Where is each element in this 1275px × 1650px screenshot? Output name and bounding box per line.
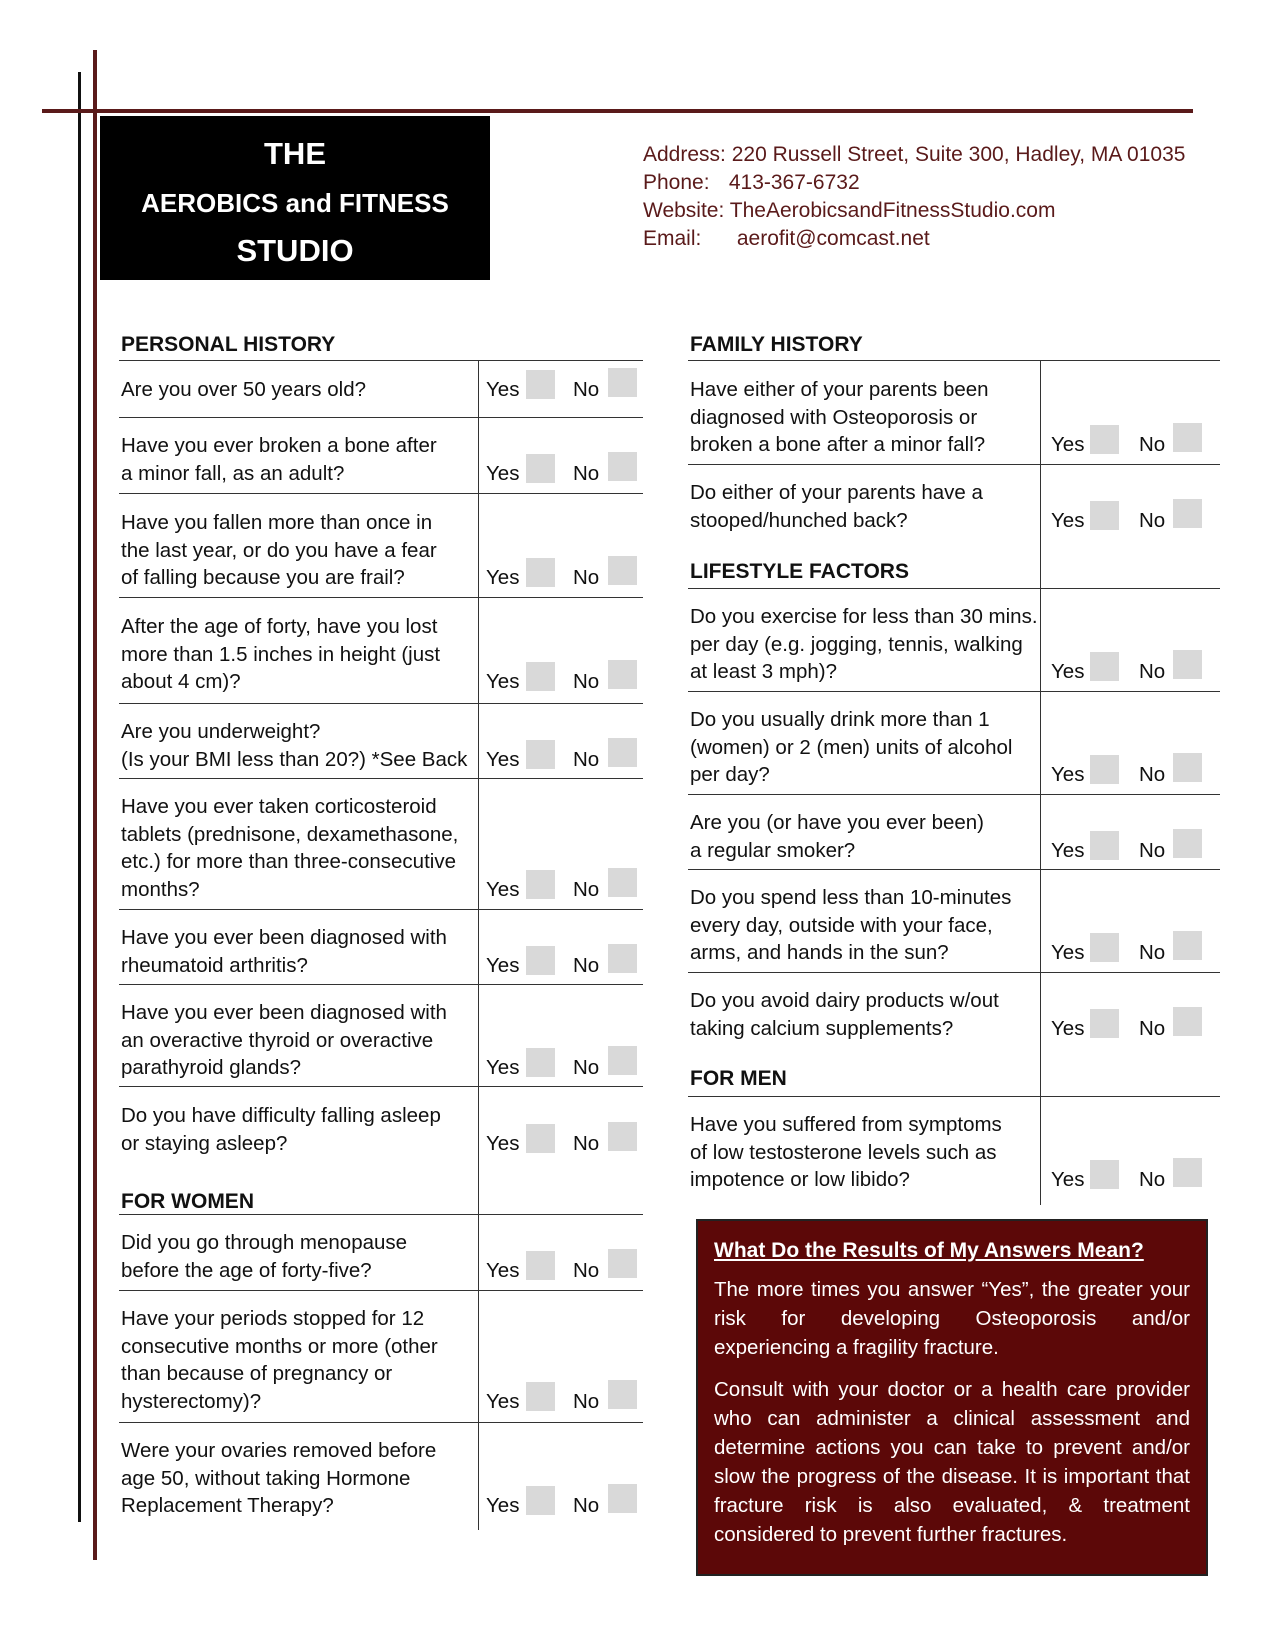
question-line: a minor fall, as an adult? [121, 461, 345, 485]
question-line: tablets (prednisone, dexamethasone, [121, 822, 459, 846]
no-label: No [573, 877, 600, 901]
contact-website [643, 197, 1185, 225]
question-line: consecutive months or more (other [121, 1334, 438, 1358]
question-text [690, 809, 984, 864]
question-text [121, 1229, 407, 1284]
no-checkbox[interactable] [1173, 650, 1202, 679]
row-divider [119, 703, 643, 704]
yes-label: Yes [486, 461, 520, 485]
yes-checkbox[interactable] [526, 662, 555, 691]
contact-value: 413-367-6732 [728, 171, 860, 194]
frame-vertical-line-dark [78, 72, 81, 1522]
contact-value: TheAerobicsandFitnessStudio.com [729, 199, 1056, 222]
yes-checkbox[interactable] [526, 1124, 555, 1153]
question-line: Do you usually drink more than 1 [690, 708, 990, 731]
question-text [690, 603, 1038, 686]
yes-checkbox[interactable] [1090, 501, 1119, 530]
contact-phone [643, 169, 1185, 197]
question-line: Are you underweight? [121, 720, 321, 743]
yes-label: Yes [1051, 1016, 1085, 1040]
question-line: Are you over 50 years old? [121, 378, 366, 401]
results-paragraph-1: The more times you answer “Yes”, the greater your risk for developing Osteoporosis and/or experiencing a fragility fracture. [714, 1278, 1190, 1359]
no-checkbox[interactable] [608, 660, 637, 689]
yes-checkbox[interactable] [526, 454, 555, 483]
yes-checkbox[interactable] [526, 1382, 555, 1411]
no-label: No [573, 378, 600, 401]
yes-label: Yes [486, 877, 520, 901]
question-text [690, 987, 999, 1042]
question-line: etc.) for more than three-consecutive [121, 850, 456, 873]
row-divider [119, 360, 643, 361]
yes-label: Yes [1051, 763, 1085, 786]
question-line: at least 3 mph)? [690, 660, 837, 683]
question-line: Have you ever been diagnosed with [121, 1001, 447, 1024]
no-checkbox[interactable] [1173, 1007, 1202, 1036]
question-line: Do you spend less than 10-minutes [690, 886, 1012, 909]
yes-label: Yes [486, 1389, 520, 1413]
question-line: (Is your BMI less than 20?) *See Back [121, 747, 468, 771]
frame-vertical-line-red [93, 50, 97, 1560]
row-divider [688, 972, 1220, 973]
question-line: than because of pregnancy or [121, 1362, 393, 1385]
yes-checkbox[interactable] [526, 870, 555, 899]
no-label: No [573, 1389, 600, 1413]
question-line: per day (e.g. jogging, tennis, walking [690, 632, 1023, 656]
yes-checkbox[interactable] [1090, 831, 1119, 860]
section-for-men: FOR MEN [690, 1067, 787, 1090]
yes-checkbox[interactable] [526, 1048, 555, 1077]
question-line: the last year, or do you have a fear [121, 538, 437, 562]
question-line: taking calcium supplements? [690, 1016, 954, 1040]
yes-checkbox[interactable] [526, 1486, 555, 1515]
frame-horizontal-line [42, 109, 1193, 113]
question-line: months? [121, 877, 200, 901]
row-divider [119, 1290, 643, 1291]
row-divider [688, 464, 1220, 465]
no-checkbox[interactable] [1173, 499, 1202, 528]
logo-line-1: THE [264, 136, 326, 171]
section-family-history: FAMILY HISTORY [690, 333, 863, 356]
yes-checkbox[interactable] [1090, 1009, 1119, 1038]
no-label: No [1139, 508, 1166, 532]
no-label: No [1139, 433, 1166, 456]
yes-label: Yes [486, 1258, 520, 1282]
question-line: per day? [690, 763, 770, 786]
studio-logo [100, 116, 490, 280]
question-text [121, 432, 437, 487]
yes-label: Yes [486, 1494, 520, 1517]
yes-label: Yes [486, 1056, 520, 1079]
question-line: Do you avoid dairy products w/out [690, 989, 999, 1012]
question-line: broken a bone after a minor fall? [690, 433, 986, 456]
yes-label: Yes [486, 670, 520, 693]
question-line: arms, and hands in the sun? [690, 941, 949, 964]
question-line: age 50, without taking Hormone [121, 1466, 411, 1490]
row-divider [688, 869, 1220, 870]
question-line: of falling because you are frail? [121, 566, 405, 589]
no-checkbox[interactable] [608, 868, 637, 897]
no-label: No [573, 953, 600, 977]
yes-label: Yes [486, 566, 520, 589]
contact-address [643, 141, 1185, 169]
contact-value: 220 Russell Street, Suite 300, Hadley, MA 01035 [731, 143, 1186, 166]
question-text [690, 884, 1011, 967]
row-divider [688, 1096, 1220, 1097]
no-checkbox[interactable] [1173, 753, 1202, 782]
yes-checkbox[interactable] [526, 1251, 555, 1280]
no-label: No [573, 747, 600, 771]
results-info-box [696, 1219, 1208, 1576]
question-line: Did you go through menopause [121, 1231, 408, 1254]
row-divider [119, 909, 643, 910]
yes-label: Yes [486, 747, 520, 771]
yes-checkbox[interactable] [526, 558, 555, 587]
yes-checkbox[interactable] [1090, 425, 1119, 454]
no-label: No [1139, 1016, 1166, 1040]
question-line: Are you (or have you ever been) [690, 811, 984, 834]
contact-value: aerofit@comcast.net [736, 227, 930, 250]
question-line: every day, outside with your face, [690, 913, 993, 937]
no-label: No [1139, 838, 1166, 862]
question-line: or staying asleep? [121, 1131, 288, 1155]
no-label: No [573, 461, 600, 485]
no-checkbox[interactable] [608, 1046, 637, 1075]
question-line: After the age of forty, have you lost [121, 615, 438, 638]
question-text [121, 793, 458, 903]
question-text [690, 706, 1012, 789]
question-line: Have you ever broken a bone after [121, 434, 437, 457]
yes-label: Yes [486, 953, 520, 977]
question-text [121, 509, 437, 592]
results-paragraph-2: Consult with your doctor or a health care provider who can administer a clinical assessment and determine actions you can take to prevent and/or slow the progress of the disease. It is important that fracture risk is also evaluated, & treatment considered to prevent further fractures. [714, 1378, 1190, 1546]
row-divider [119, 597, 643, 598]
no-checkbox[interactable] [608, 368, 637, 397]
question-text [690, 376, 989, 459]
yes-checkbox[interactable] [1090, 652, 1119, 681]
question-line: stooped/hunched back? [690, 508, 908, 532]
contact-email [643, 225, 1185, 253]
question-line: rheumatoid arthritis? [121, 953, 308, 977]
yes-label: Yes [1051, 941, 1085, 964]
no-checkbox[interactable] [608, 556, 637, 585]
no-checkbox[interactable] [1173, 1158, 1202, 1187]
contact-label: Phone: [643, 171, 710, 194]
question-line: Were your ovaries removed before [121, 1439, 437, 1462]
question-text [121, 999, 447, 1082]
section-personal-history: PERSONAL HISTORY [121, 333, 336, 356]
yes-checkbox[interactable] [526, 370, 555, 399]
contact-label: Website: [643, 199, 725, 222]
no-label: No [1139, 660, 1166, 683]
no-checkbox[interactable] [608, 1380, 637, 1409]
no-checkbox[interactable] [1173, 931, 1202, 960]
logo-line-2: AEROBICS and FITNESS [141, 188, 449, 218]
contact-label: Address: [643, 143, 726, 166]
no-label: No [573, 1494, 600, 1517]
no-checkbox[interactable] [608, 1122, 637, 1151]
no-label: No [573, 1258, 600, 1282]
no-label: No [1139, 941, 1166, 964]
no-checkbox[interactable] [608, 1249, 637, 1278]
no-label: No [573, 1131, 600, 1155]
yes-label: Yes [1051, 508, 1085, 532]
logo-line-3: STUDIO [236, 233, 354, 268]
contact-info [643, 141, 1185, 253]
section-lifestyle-factors: LIFESTYLE FACTORS [690, 560, 909, 583]
row-divider [119, 1422, 643, 1423]
question-text [690, 1111, 1002, 1194]
question-line: of low testosterone levels such as [690, 1140, 997, 1164]
yes-label: Yes [1051, 660, 1085, 683]
question-line: before the age of forty-five? [121, 1258, 372, 1282]
question-line: parathyroid glands? [121, 1056, 302, 1079]
question-line: Have you fallen more than once in [121, 511, 433, 534]
row-divider [688, 360, 1220, 361]
no-label: No [573, 1056, 600, 1079]
question-line: Have you suffered from symptoms [690, 1113, 1002, 1136]
question-line: Have either of your parents been [690, 378, 989, 401]
question-text [690, 479, 983, 534]
contact-label: Email: [643, 227, 702, 250]
no-label: No [573, 566, 600, 589]
yes-checkbox[interactable] [526, 946, 555, 975]
no-label: No [573, 670, 600, 693]
question-line: impotence or low libido? [690, 1168, 910, 1191]
question-line: Do either of your parents have a [690, 481, 983, 504]
yes-label: Yes [1051, 838, 1085, 862]
question-text [121, 1437, 436, 1520]
question-line: Have you ever taken corticosteroid [121, 795, 437, 818]
yes-checkbox[interactable] [1090, 755, 1119, 784]
question-line: Do you exercise for less than 30 mins. [690, 605, 1038, 628]
question-text [121, 1102, 441, 1157]
question-text [121, 376, 366, 404]
question-line: a regular smoker? [690, 838, 856, 862]
yes-label: Yes [1051, 1168, 1085, 1191]
no-checkbox[interactable] [608, 452, 637, 481]
yes-label: Yes [486, 1131, 520, 1155]
row-divider [688, 691, 1220, 692]
question-line: Have you ever been diagnosed with [121, 926, 447, 949]
row-divider [119, 984, 643, 985]
question-text [121, 718, 467, 773]
right-column-divider [1040, 360, 1041, 1205]
question-line: Replacement Therapy? [121, 1494, 334, 1517]
question-line: Do you have difficulty falling asleep [121, 1104, 441, 1127]
no-checkbox[interactable] [608, 944, 637, 973]
row-divider [119, 493, 643, 494]
yes-checkbox[interactable] [526, 740, 555, 769]
question-text [121, 613, 440, 696]
no-label: No [1139, 1168, 1166, 1191]
no-checkbox[interactable] [1173, 423, 1202, 452]
question-line: an overactive thyroid or overactive [121, 1028, 434, 1052]
row-divider [119, 417, 643, 418]
question-line: about 4 cm)? [121, 670, 241, 693]
question-line: Have your periods stopped for 12 [121, 1307, 425, 1330]
left-column-divider [478, 360, 479, 1530]
row-divider [688, 588, 1220, 589]
row-divider [119, 778, 643, 779]
no-label: No [1139, 763, 1166, 786]
question-line: diagnosed with Osteoporosis or [690, 405, 978, 429]
results-title: What Do the Results of My Answers Mean? [714, 1239, 1144, 1262]
yes-label: Yes [1051, 433, 1085, 456]
question-line: (women) or 2 (men) units of alcohol [690, 735, 1013, 759]
question-text [121, 1305, 438, 1415]
row-divider [119, 1214, 643, 1215]
no-checkbox[interactable] [608, 1484, 637, 1513]
question-line: more than 1.5 inches in height (just [121, 642, 441, 666]
yes-checkbox[interactable] [1090, 933, 1119, 962]
question-line: hysterectomy)? [121, 1389, 262, 1413]
no-checkbox[interactable] [608, 738, 637, 767]
yes-label: Yes [486, 378, 520, 401]
yes-checkbox[interactable] [1090, 1160, 1119, 1189]
question-text [121, 924, 447, 979]
row-divider [119, 1086, 643, 1087]
section-for-women: FOR WOMEN [121, 1190, 254, 1213]
no-checkbox[interactable] [1173, 829, 1202, 858]
row-divider [688, 794, 1220, 795]
